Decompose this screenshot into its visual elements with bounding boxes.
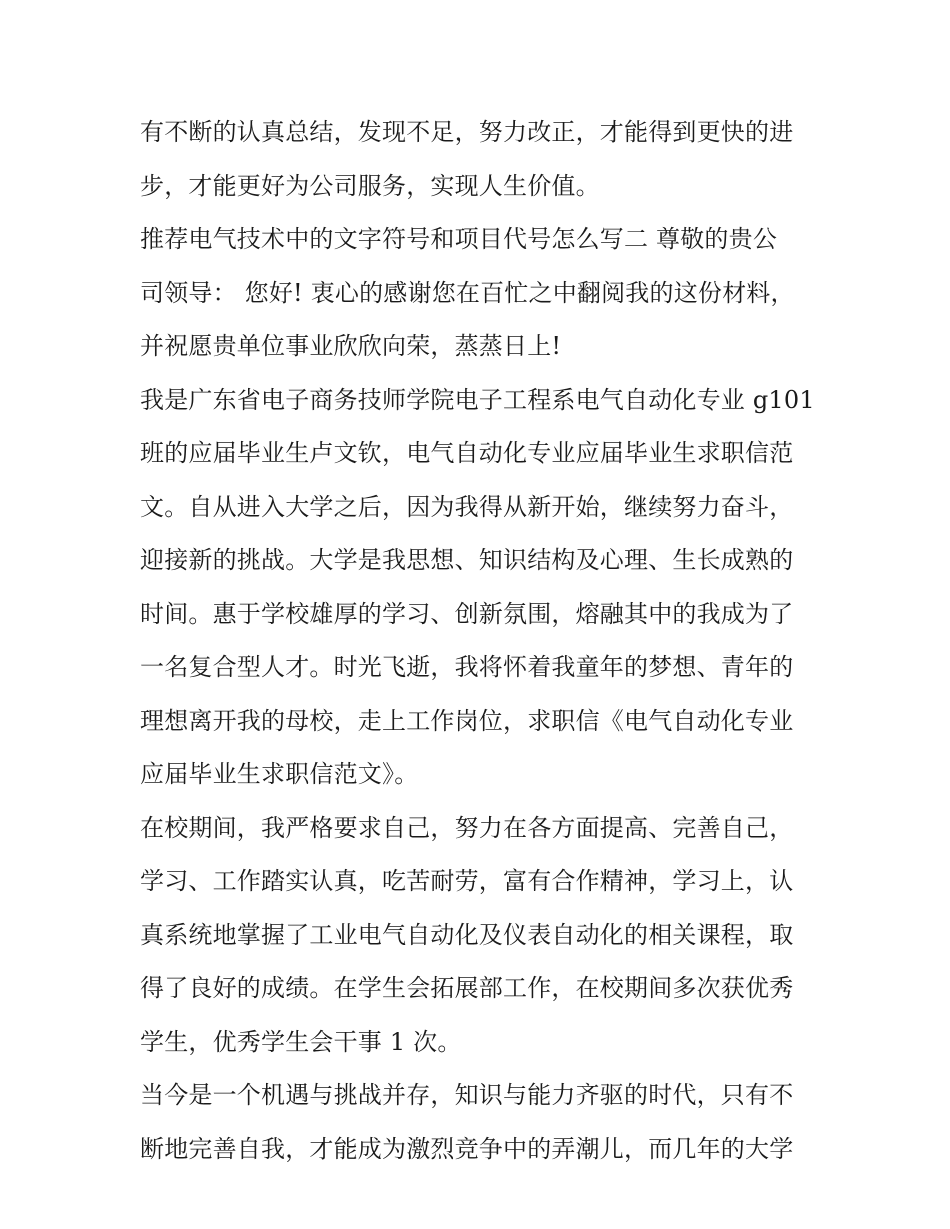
text-line: 理想离开我的母校，走上工作岗位，求职信《电气自动化专业 — [140, 706, 794, 735]
text-line: 司领导： 您好! 衷心的感谢您在百忙之中翻阅我的这份材料， — [140, 278, 795, 307]
text-line: 迎接新的挑战。大学是我思想、知识结构及心理、生长成熟的 — [140, 546, 794, 574]
text-line: 班的应届毕业生卢文钦，电气自动化专业应届毕业生求职信范 — [140, 439, 794, 467]
text-line: 学习、工作踏实认真，吃苦耐劳，富有合作精神，学习上，认 — [140, 867, 794, 895]
text-line: 当今是一个机遇与挑战并存，知识与能力齐驱的时代，只有不 — [140, 1081, 794, 1109]
text-line: 真系统地掌握了工业电气自动化及仪表自动化的相关课程，取 — [140, 920, 794, 949]
text-line: 断地完善自我，才能成为激烈竞争中的弄潮儿，而几年的大学 — [140, 1134, 794, 1163]
text-line: 应届毕业生求职信范文》。 — [140, 760, 419, 788]
text-line: 一名复合型人才。时光飞逝，我将怀着我童年的梦想、青年的 — [140, 653, 794, 681]
text-line: 文。自从进入大学之后，因为我得从新开始，继续努力奋斗， — [140, 492, 794, 521]
text-line: 得了良好的成绩。在学生会拓展部工作，在校期间多次获优秀 — [140, 974, 794, 1002]
text-line: 有不断的认真总结，发现不足，努力改正，才能得到更快的进 — [140, 118, 794, 146]
text-line: 在校期间，我严格要求自己，努力在各方面提高、完善自己， — [140, 813, 794, 842]
text-line: 并祝愿贵单位事业欣欣向荣，蒸蒸日上! — [140, 332, 562, 360]
text-line: 学生，优秀学生会干事 1 次。 — [140, 1027, 462, 1056]
text-line: 推荐电气技术中的文字符号和项目代号怎么写二 尊敬的贵公 — [140, 225, 778, 253]
text-line: 我是广东省电子商务技师学院电子工程系电气自动化专业 g101 — [140, 385, 815, 414]
text-line: 步，才能更好为公司服务，实现人生价值。 — [140, 171, 600, 200]
text-line: 时间。惠于学校雄厚的学习、创新氛围，熔融其中的我成为了 — [140, 599, 794, 628]
document-body — [140, 106, 820, 1176]
